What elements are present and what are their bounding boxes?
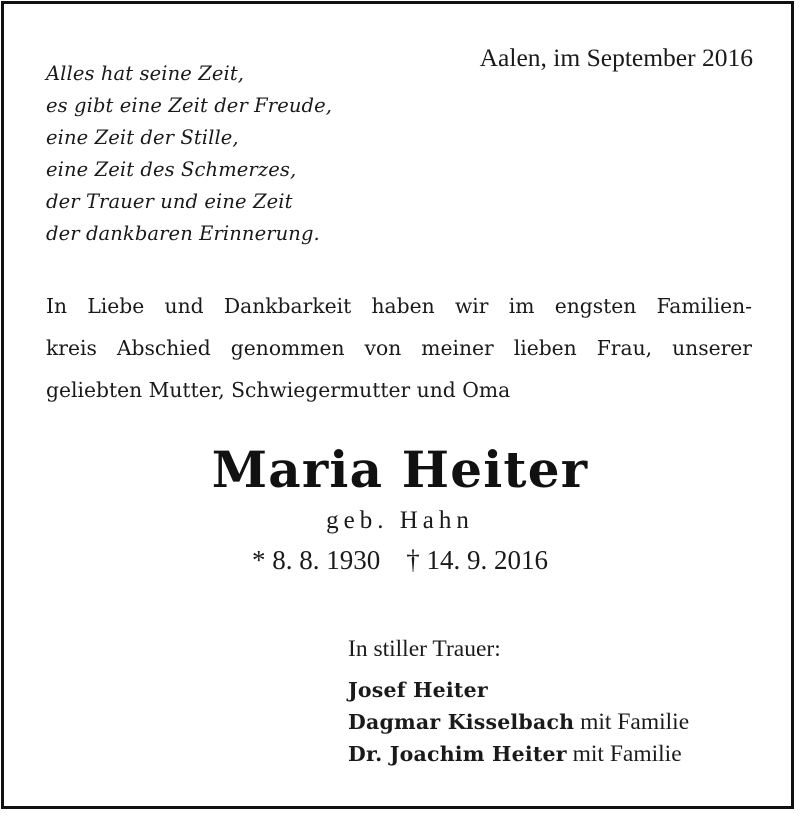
poem: [46, 58, 332, 250]
place-date: Aalen, im September 2016: [479, 43, 753, 72]
life-dates: [0, 543, 800, 577]
mourner-name: Dr. Joachim Heiter: [348, 742, 567, 766]
maiden-name: geb. Hahn: [326, 507, 474, 534]
death-date: † 14. 9. 2016: [406, 545, 548, 575]
mourner-entry: [348, 674, 689, 706]
birth-date: * 8. 8. 1930: [252, 545, 381, 575]
poem-line: der dankbaren Erinnerung.: [46, 222, 320, 245]
mourner-entry: [348, 738, 689, 770]
mourners-heading: In stiller Trauer:: [348, 636, 501, 662]
poem-line: der Trauer und eine Zeit: [46, 190, 293, 213]
deceased-name: Maria Heiter: [211, 440, 589, 499]
mourner-name: Josef Heiter: [348, 678, 488, 702]
mourner-name: Dagmar Kisselbach: [348, 710, 575, 734]
poem-line: es gibt eine Zeit der Freude,: [46, 94, 333, 117]
mourners: [348, 633, 689, 770]
mourner-suffix: mit Familie: [580, 709, 690, 735]
intro-line: In Liebe und Dankbarkeit haben wir im engsten Familien-: [46, 294, 752, 318]
mourner-entry: [348, 706, 689, 738]
intro-line: kreis Abschied genommen von meiner lieben Frau, unserer: [46, 336, 752, 360]
intro-line: geliebten Mutter, Schwiegermutter und Oma: [46, 378, 511, 402]
mourner-suffix: mit Familie: [572, 741, 682, 767]
poem-line: Alles hat seine Zeit,: [46, 62, 245, 85]
poem-line: eine Zeit der Stille,: [46, 126, 239, 149]
intro-text: [46, 285, 752, 411]
poem-line: eine Zeit des Schmerzes,: [46, 158, 297, 181]
